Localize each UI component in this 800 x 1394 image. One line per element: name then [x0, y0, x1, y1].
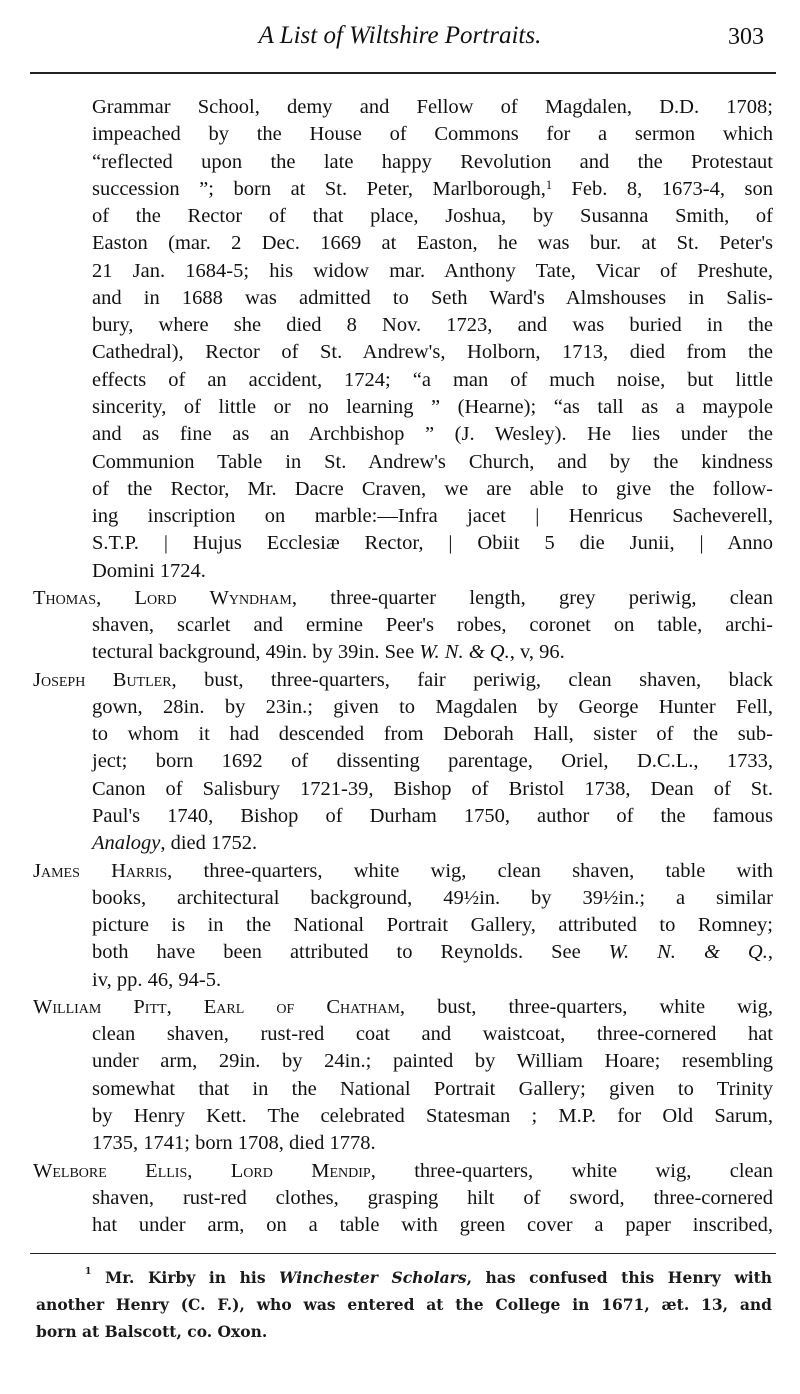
- entry-heading: William Pitt, Earl of Chatham,: [33, 995, 406, 1018]
- text-line: [92, 176, 773, 203]
- footnote-line: [85, 1264, 772, 1291]
- text-segment: Domini 1724.: [92, 559, 206, 582]
- text-line: [92, 776, 773, 803]
- text-line: [92, 939, 773, 966]
- text-line: [92, 339, 773, 366]
- page-number: 303: [728, 24, 764, 50]
- text-segment: Paul's 1740, Bishop of Durham 1750, author of the famous: [92, 805, 773, 828]
- text-line: [92, 1076, 773, 1103]
- text-line: [33, 1158, 773, 1185]
- text-segment: succession ”; born at St. Peter, Marlborough,: [92, 177, 546, 200]
- entry-heading: Joseph Butler,: [33, 668, 177, 691]
- entry-heading: James Harris,: [33, 859, 173, 882]
- text-segment: born at Balscott, co. Oxon.: [36, 1322, 268, 1341]
- text-segment: books, architectural background, 49½in. by 39½in.; a similar: [92, 886, 773, 909]
- text-segment: , has confused this Henry with: [466, 1268, 773, 1287]
- text-segment: another Henry (C. F.), who was entered at the College in 1671, æt. 13, and: [36, 1295, 772, 1314]
- text-line: [33, 667, 773, 694]
- text-segment: , v, 96.: [509, 641, 565, 664]
- text-segment: impeached by the House of Commons for a sermon which: [92, 123, 773, 146]
- text-segment: picture is in the National Portrait Gallery, attributed to Romney;: [92, 914, 773, 937]
- text-line: [92, 121, 773, 148]
- text-segment: Mr. Kirby in his: [91, 1268, 280, 1287]
- text-line: [33, 858, 773, 885]
- text-line: [92, 285, 773, 312]
- text-segment: sincerity, of little or no learning ” (Hearne); “as tall as a maypole: [92, 395, 773, 418]
- text-segment: bust, three-quarters, fair periwig, clean shaven, black: [176, 668, 773, 691]
- text-segment: Cathedral), Rector of St. Andrew's, Holborn, 1713, died from the: [92, 341, 773, 364]
- text-segment: ject; born 1692 of dissenting parentage, Oriel, D.C.L., 1733,: [92, 750, 773, 773]
- text-segment: and as fine as an Archbishop ” (J. Wesley). He lies under the: [92, 423, 773, 446]
- text-line: [92, 449, 773, 476]
- text-line: [92, 149, 773, 176]
- text-segment: by Henry Kett. The celebrated Statesman ; M.P. for Old Sarum,: [92, 1104, 773, 1127]
- text-segment: Feb. 8, 1673-4, son: [552, 177, 773, 200]
- text-segment: bury, where she died 8 Nov. 1723, and was buried in the: [92, 314, 773, 337]
- text-segment: somewhat that in the National Portrait Gallery; given to Trinity: [92, 1077, 773, 1100]
- header-rule: [30, 72, 776, 74]
- text-segment: three-quarter length, grey periwig, clean: [296, 586, 773, 609]
- text-segment: , died 1752.: [160, 832, 258, 855]
- running-title: A List of Wiltshire Portraits.: [258, 22, 542, 49]
- text-segment: Canon of Salisbury 1721-39, Bishop of Bristol 1738, Dean of St.: [92, 777, 773, 800]
- text-line: [33, 994, 773, 1021]
- text-segment: Analogy: [92, 832, 161, 855]
- text-line: [92, 1212, 773, 1239]
- text-segment: ing inscription on marble:—Infra jacet | Henricus Sacheverell,: [92, 505, 773, 528]
- text-segment: “reflected upon the late happy Revolution and the Protestaut: [92, 150, 773, 173]
- text-segment: of the Rector of that place, Joshua, by Susanna Smith, of: [92, 205, 773, 228]
- text-segment: Easton (mar. 2 Dec. 1669 at Easton, he was bur. at St. Peter's: [92, 232, 773, 255]
- footnote-mark: 1: [545, 177, 553, 192]
- text-segment: gown, 28in. by 23in.; given to Magdalen by George Hunter Fell,: [92, 695, 773, 718]
- text-segment: hat under arm, on a table with green cover a paper inscribed,: [92, 1214, 773, 1237]
- text-segment: effects of an accident, 1724; “a man of much noise, but little: [92, 368, 773, 391]
- text-segment: Grammar School, demy and Fellow of Magdalen, D.D. 1708;: [92, 96, 773, 118]
- text-segment: of the Rector, Mr. Dacre Craven, we are able to give the follow-: [92, 477, 773, 500]
- text-segment: clean shaven, rust-red coat and waistcoat, three-cornered hat: [92, 1023, 773, 1046]
- text-segment: both have been attributed to Reynolds. See: [92, 941, 609, 964]
- text-line: [92, 612, 773, 639]
- text-line: [92, 476, 773, 503]
- text-segment: and in 1688 was admitted to Seth Ward's Almshouses in Salis-: [92, 286, 773, 309]
- text-segment: 21 Jan. 1684-5; his widow mar. Anthony Tate, Vicar of Preshute,: [92, 259, 773, 282]
- text-segment: bust, three-quarters, white wig,: [405, 995, 773, 1018]
- text-line: [92, 885, 773, 912]
- text-line: [92, 1103, 773, 1130]
- text-segment: ,: [767, 941, 773, 964]
- footnote-line: [36, 1291, 772, 1318]
- text-segment: to whom it had descended from Deborah Hall, sister of the sub-: [92, 723, 773, 746]
- entry-heading: Welbore Ellis, Lord Mendip,: [33, 1159, 376, 1182]
- text-line: [92, 1185, 773, 1212]
- text-segment: 1735, 1741; born 1708, died 1778.: [92, 1132, 376, 1155]
- text-line: [92, 530, 773, 557]
- text-line: [92, 721, 773, 748]
- text-segment: iv, pp. 46, 94-5.: [92, 968, 222, 991]
- text-line: [92, 421, 773, 448]
- text-line: [92, 912, 773, 939]
- text-line: [92, 558, 773, 585]
- text-segment: three-quarters, white wig, clean shaven, table with: [172, 859, 773, 882]
- text-line: [92, 203, 773, 230]
- text-segment: Winchester Scholars: [279, 1268, 467, 1287]
- text-segment: three-quarters, white wig, clean: [375, 1159, 773, 1182]
- text-segment: shaven, scarlet and ermine Peer's robes, coronet on table, archi-: [92, 614, 773, 637]
- text-line: [92, 1021, 773, 1048]
- text-line: [92, 503, 773, 530]
- footnote-mark: 1: [85, 1266, 92, 1277]
- text-line: [92, 967, 773, 994]
- text-segment: Communion Table in St. Andrew's Church, and by the kindness: [92, 450, 773, 473]
- text-line: [92, 394, 773, 421]
- text-line: [92, 312, 773, 339]
- text-line: [92, 694, 773, 721]
- text-line: [92, 830, 773, 857]
- text-line: [33, 585, 773, 612]
- text-segment: shaven, rust-red clothes, grasping hilt of sword, three-cornered: [92, 1186, 773, 1209]
- text-line: [92, 1130, 773, 1157]
- text-segment: S.T.P. | Hujus Ecclesiæ Rector, | Obiit 5 die Junii, | Anno: [92, 532, 773, 555]
- text-line: [92, 803, 773, 830]
- text-line: [92, 748, 773, 775]
- text-segment: under arm, 29in. by 24in.; painted by William Hoare; resembling: [92, 1050, 773, 1073]
- text-line: [92, 367, 773, 394]
- text-line: [92, 1048, 773, 1075]
- text-line: [92, 639, 773, 666]
- text-line: [92, 94, 773, 121]
- text-line: [92, 230, 773, 257]
- text-segment: tectural background, 49in. by 39in. See: [92, 641, 420, 664]
- text-line: [92, 258, 773, 285]
- footnote-rule: [30, 1253, 776, 1254]
- footnote-line: [36, 1318, 772, 1345]
- text-segment: W. N. & Q.: [608, 941, 768, 964]
- entry-heading: Thomas, Lord Wyndham,: [33, 586, 297, 609]
- text-segment: W. N. & Q.: [419, 641, 510, 664]
